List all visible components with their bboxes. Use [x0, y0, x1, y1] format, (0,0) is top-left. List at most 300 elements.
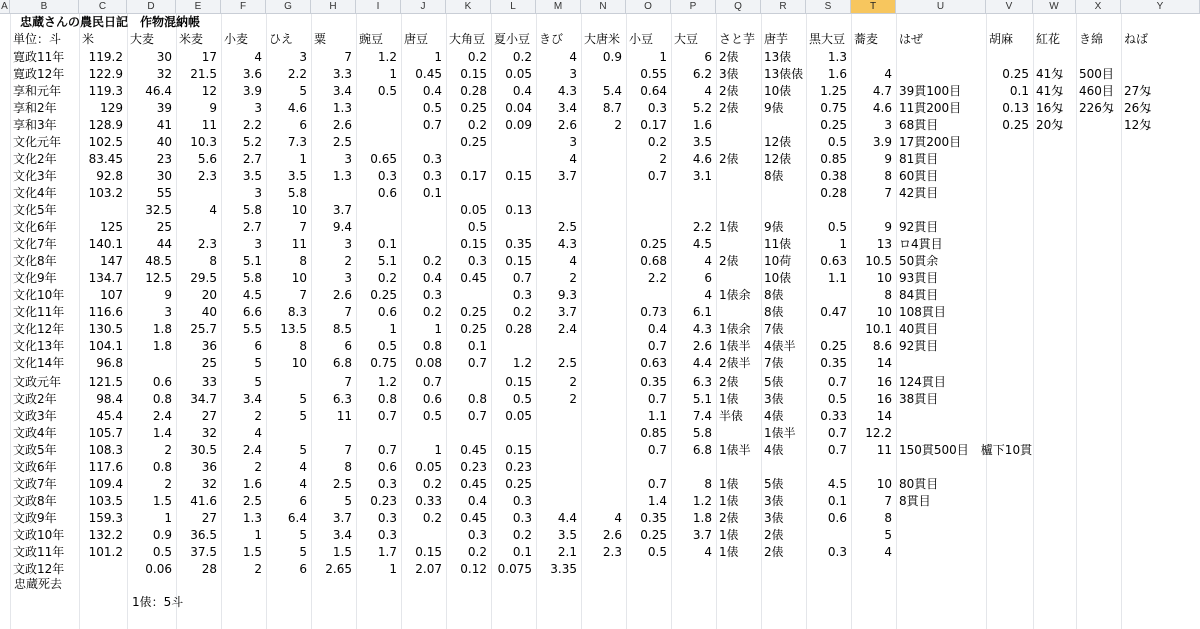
- table-cell[interactable]: 0.2: [422, 477, 442, 491]
- table-cell[interactable]: 0.6: [377, 186, 397, 200]
- table-cell[interactable]: 3: [344, 152, 352, 166]
- table-cell[interactable]: 3.4: [332, 528, 352, 542]
- table-cell[interactable]: 2.5: [332, 135, 352, 149]
- table-cell[interactable]: 8: [884, 511, 892, 525]
- table-cell[interactable]: 0.7: [827, 426, 847, 440]
- table-cell[interactable]: 33: [201, 375, 217, 389]
- table-cell[interactable]: 6: [299, 118, 307, 132]
- table-cell[interactable]: 8: [884, 288, 892, 302]
- table-cell[interactable]: 29.5: [190, 271, 217, 285]
- table-cell[interactable]: 1: [299, 152, 307, 166]
- header-cell[interactable]: 大唐米: [584, 32, 621, 46]
- table-cell[interactable]: 46.4: [145, 84, 172, 98]
- table-cell[interactable]: 12俵: [764, 152, 792, 166]
- table-cell[interactable]: 0.3: [422, 152, 442, 166]
- table-cell[interactable]: 2: [614, 118, 622, 132]
- column-header-w[interactable]: W: [1033, 0, 1076, 14]
- header-cell[interactable]: き綿: [1079, 32, 1104, 46]
- header-cell[interactable]: 小豆: [629, 32, 654, 46]
- table-cell[interactable]: 45.4: [96, 409, 123, 423]
- table-cell[interactable]: 3俵: [764, 511, 784, 525]
- table-cell[interactable]: 1俵余: [719, 322, 751, 336]
- table-cell[interactable]: 1: [839, 237, 847, 251]
- era-year-cell[interactable]: 文政9年: [13, 511, 57, 525]
- table-cell[interactable]: 10.3: [190, 135, 217, 149]
- table-cell[interactable]: 2俵: [719, 84, 739, 98]
- column-header-r[interactable]: R: [761, 0, 806, 14]
- table-cell[interactable]: 4.6: [872, 101, 892, 115]
- table-cell[interactable]: 11俵: [764, 237, 792, 251]
- table-cell[interactable]: 116.6: [88, 305, 123, 319]
- table-cell[interactable]: 2: [569, 392, 577, 406]
- table-cell[interactable]: 6: [299, 494, 307, 508]
- table-cell[interactable]: 1.3: [827, 50, 847, 64]
- table-cell[interactable]: 5: [254, 356, 262, 370]
- table-cell[interactable]: 92貫目: [899, 220, 939, 234]
- table-cell[interactable]: 0.05: [460, 203, 487, 217]
- table-cell[interactable]: 1.3: [332, 101, 352, 115]
- table-cell[interactable]: 0.3: [377, 528, 397, 542]
- table-cell[interactable]: 7: [344, 305, 352, 319]
- table-cell[interactable]: 0.3: [377, 511, 397, 525]
- era-year-cell[interactable]: 文化13年: [13, 339, 65, 353]
- era-year-cell[interactable]: 享和元年: [13, 84, 62, 98]
- table-cell[interactable]: 4.4: [557, 511, 577, 525]
- table-cell[interactable]: 0.7: [827, 443, 847, 457]
- table-cell[interactable]: 3.7: [332, 511, 352, 525]
- table-cell[interactable]: 7: [884, 494, 892, 508]
- table-cell[interactable]: 8.7: [602, 101, 622, 115]
- table-cell[interactable]: 1.1: [647, 409, 667, 423]
- table-cell[interactable]: 3: [254, 237, 262, 251]
- table-cell[interactable]: 10: [291, 203, 307, 217]
- column-header-v[interactable]: V: [986, 0, 1033, 14]
- table-cell[interactable]: 48.5: [145, 254, 172, 268]
- table-cell[interactable]: 2.3: [197, 169, 217, 183]
- table-cell[interactable]: 0.15: [415, 545, 442, 559]
- table-cell[interactable]: 1.6: [827, 67, 847, 81]
- table-cell[interactable]: 0.28: [505, 322, 532, 336]
- table-cell[interactable]: 39貫100目: [899, 84, 962, 98]
- table-cell[interactable]: 9: [164, 288, 172, 302]
- table-cell[interactable]: 0.3: [422, 169, 442, 183]
- column-header-d[interactable]: D: [127, 0, 176, 14]
- table-cell[interactable]: 7: [344, 375, 352, 389]
- table-cell[interactable]: 0.5: [467, 220, 487, 234]
- table-cell[interactable]: 12: [201, 84, 217, 98]
- table-cell[interactable]: 0.9: [602, 50, 622, 64]
- table-cell[interactable]: 0.6: [377, 305, 397, 319]
- table-cell[interactable]: 4.6: [287, 101, 307, 115]
- table-cell[interactable]: 0.2: [377, 271, 397, 285]
- table-cell[interactable]: 5.6: [197, 152, 217, 166]
- table-cell[interactable]: 13: [876, 237, 892, 251]
- table-cell[interactable]: 0.3: [512, 511, 532, 525]
- table-cell[interactable]: 1俵: [719, 528, 739, 542]
- table-cell[interactable]: 8.5: [332, 322, 352, 336]
- table-cell[interactable]: 0.45: [460, 477, 487, 491]
- table-cell[interactable]: 28: [201, 562, 217, 576]
- table-cell[interactable]: 0.2: [512, 305, 532, 319]
- table-cell[interactable]: 30.5: [190, 443, 217, 457]
- table-cell[interactable]: 1俵: [719, 545, 739, 559]
- table-cell[interactable]: 0.8: [377, 392, 397, 406]
- table-cell[interactable]: 0.15: [505, 169, 532, 183]
- table-cell[interactable]: 0.45: [415, 67, 442, 81]
- table-cell[interactable]: 26匁: [1124, 101, 1152, 115]
- table-cell[interactable]: 1: [434, 443, 442, 457]
- table-cell[interactable]: 55: [156, 186, 172, 200]
- table-cell[interactable]: 0.75: [820, 101, 847, 115]
- table-cell[interactable]: 38貫目: [899, 392, 939, 406]
- table-cell[interactable]: 5: [299, 443, 307, 457]
- table-cell[interactable]: 42貫目: [899, 186, 939, 200]
- table-cell[interactable]: 0.25: [370, 288, 397, 302]
- table-cell[interactable]: 10: [291, 271, 307, 285]
- table-cell[interactable]: 0.3: [647, 101, 667, 115]
- table-cell[interactable]: 1.8: [692, 511, 712, 525]
- table-cell[interactable]: 7: [344, 443, 352, 457]
- column-header-h[interactable]: H: [311, 0, 356, 14]
- table-cell[interactable]: 23: [156, 152, 172, 166]
- table-cell[interactable]: 8俵: [764, 305, 784, 319]
- header-cell[interactable]: 大角豆: [449, 32, 486, 46]
- table-cell[interactable]: 1俵: [719, 392, 739, 406]
- table-cell[interactable]: 2俵: [719, 511, 739, 525]
- table-cell[interactable]: 9.3: [557, 288, 577, 302]
- table-cell[interactable]: 0.25: [505, 477, 532, 491]
- table-cell[interactable]: 13俵俵: [764, 67, 804, 81]
- table-cell[interactable]: 7俵: [764, 356, 784, 370]
- era-year-cell[interactable]: 文化11年: [13, 305, 65, 319]
- table-cell[interactable]: 13俵: [764, 50, 792, 64]
- header-cell[interactable]: 大麦: [130, 32, 155, 46]
- era-year-cell[interactable]: 文政6年: [13, 460, 57, 474]
- table-cell[interactable]: 0.35: [505, 237, 532, 251]
- table-cell[interactable]: 12.5: [145, 271, 172, 285]
- table-cell[interactable]: 32: [156, 67, 172, 81]
- table-cell[interactable]: 0.33: [820, 409, 847, 423]
- table-cell[interactable]: 5.1: [377, 254, 397, 268]
- table-cell[interactable]: 147: [100, 254, 123, 268]
- table-cell[interactable]: 0.3: [512, 494, 532, 508]
- table-cell[interactable]: 0.2: [647, 135, 667, 149]
- table-cell[interactable]: 108貫目: [899, 305, 946, 319]
- table-cell[interactable]: 0.33: [415, 494, 442, 508]
- column-header-x[interactable]: X: [1076, 0, 1121, 14]
- table-cell[interactable]: 11貫200目: [899, 101, 962, 115]
- table-cell[interactable]: 4: [614, 511, 622, 525]
- table-cell[interactable]: 4: [254, 426, 262, 440]
- table-cell[interactable]: 5俵: [764, 375, 784, 389]
- table-cell[interactable]: 5.8: [242, 271, 262, 285]
- table-cell[interactable]: 6.8: [692, 443, 712, 457]
- table-cell[interactable]: 4.3: [692, 322, 712, 336]
- table-cell[interactable]: 8.6: [872, 339, 892, 353]
- table-cell[interactable]: 0.3: [422, 288, 442, 302]
- table-cell[interactable]: 8貫目: [899, 494, 931, 508]
- table-cell[interactable]: 半俵: [719, 409, 744, 423]
- era-year-cell[interactable]: 文政11年: [13, 545, 65, 559]
- table-cell[interactable]: 3.5: [242, 169, 262, 183]
- table-cell[interactable]: 16: [876, 392, 892, 406]
- table-cell[interactable]: 0.64: [640, 84, 667, 98]
- table-cell[interactable]: 9.4: [332, 220, 352, 234]
- table-cell[interactable]: 25.7: [190, 322, 217, 336]
- table-cell[interactable]: 7: [299, 220, 307, 234]
- era-year-cell[interactable]: 文政8年: [13, 494, 57, 508]
- table-cell[interactable]: 34.7: [190, 392, 217, 406]
- table-cell[interactable]: 3: [569, 67, 577, 81]
- table-cell[interactable]: 2俵: [764, 545, 784, 559]
- header-cell[interactable]: 唐芋: [764, 32, 789, 46]
- table-cell[interactable]: 4: [884, 67, 892, 81]
- era-year-cell[interactable]: 文化2年: [13, 152, 57, 166]
- table-cell[interactable]: 0.4: [422, 84, 442, 98]
- era-year-cell[interactable]: 文化9年: [13, 271, 57, 285]
- table-cell[interactable]: 3.5: [692, 135, 712, 149]
- header-cell[interactable]: はぜ: [899, 32, 924, 46]
- table-cell[interactable]: 3.7: [692, 528, 712, 542]
- table-cell[interactable]: 0.6: [377, 460, 397, 474]
- table-cell[interactable]: 4: [299, 477, 307, 491]
- table-cell[interactable]: 1: [254, 528, 262, 542]
- table-cell[interactable]: 2: [254, 460, 262, 474]
- table-cell[interactable]: 0.6: [422, 392, 442, 406]
- table-cell[interactable]: 0.1: [1009, 84, 1029, 98]
- table-cell[interactable]: 226匁: [1079, 101, 1114, 115]
- column-header-e[interactable]: E: [176, 0, 221, 14]
- table-cell[interactable]: 0.25: [640, 528, 667, 542]
- column-header-o[interactable]: O: [626, 0, 671, 14]
- era-year-cell[interactable]: 享和2年: [13, 101, 57, 115]
- table-cell[interactable]: 1.4: [152, 426, 172, 440]
- table-cell[interactable]: 6.1: [692, 305, 712, 319]
- table-cell[interactable]: 0.73: [640, 305, 667, 319]
- table-cell[interactable]: 119.2: [88, 50, 123, 64]
- table-cell[interactable]: 0.63: [640, 356, 667, 370]
- table-cell[interactable]: 0.2: [512, 528, 532, 542]
- table-cell[interactable]: 14: [876, 409, 892, 423]
- table-cell[interactable]: 0.13: [505, 203, 532, 217]
- table-cell[interactable]: 3: [569, 135, 577, 149]
- table-cell[interactable]: 0.25: [640, 237, 667, 251]
- table-cell[interactable]: 2: [569, 271, 577, 285]
- table-cell[interactable]: 6: [254, 339, 262, 353]
- table-cell[interactable]: 0.04: [505, 101, 532, 115]
- table-cell[interactable]: 2.5: [557, 356, 577, 370]
- table-cell[interactable]: 7.3: [287, 135, 307, 149]
- column-header-g[interactable]: G: [266, 0, 311, 14]
- table-cell[interactable]: 4: [569, 254, 577, 268]
- table-cell[interactable]: 0.1: [422, 186, 442, 200]
- table-cell[interactable]: 0.63: [820, 254, 847, 268]
- table-cell[interactable]: 11: [336, 409, 352, 423]
- table-cell[interactable]: 7.4: [692, 409, 712, 423]
- table-cell[interactable]: 5.1: [242, 254, 262, 268]
- table-cell[interactable]: 0.3: [512, 288, 532, 302]
- column-header-p[interactable]: P: [671, 0, 716, 14]
- table-cell[interactable]: 0.25: [460, 322, 487, 336]
- table-cell[interactable]: 0.2: [467, 545, 487, 559]
- table-cell[interactable]: 10俵: [764, 271, 792, 285]
- table-cell[interactable]: 2: [254, 409, 262, 423]
- table-cell[interactable]: 1俵: [719, 477, 739, 491]
- table-cell[interactable]: 0.5: [647, 545, 667, 559]
- table-cell[interactable]: 1俵半: [719, 443, 751, 457]
- column-header-m[interactable]: M: [536, 0, 581, 14]
- table-cell[interactable]: 0.5: [512, 392, 532, 406]
- table-cell[interactable]: 5.4: [602, 84, 622, 98]
- table-cell[interactable]: 5: [884, 528, 892, 542]
- table-cell[interactable]: 4: [704, 288, 712, 302]
- table-cell[interactable]: 68貫目: [899, 118, 939, 132]
- table-cell[interactable]: 10: [291, 356, 307, 370]
- table-cell[interactable]: 9俵: [764, 101, 784, 115]
- table-cell[interactable]: 3俵: [764, 494, 784, 508]
- table-cell[interactable]: 2俵半: [719, 356, 751, 370]
- table-cell[interactable]: 1: [164, 511, 172, 525]
- table-cell[interactable]: 128.9: [88, 118, 123, 132]
- table-cell[interactable]: 98.4: [96, 392, 123, 406]
- table-cell[interactable]: 1.7: [377, 545, 397, 559]
- table-cell[interactable]: 4.6: [692, 152, 712, 166]
- table-cell[interactable]: 41匁: [1036, 67, 1064, 81]
- table-cell[interactable]: 124貫目: [899, 375, 946, 389]
- table-cell[interactable]: 0.2: [467, 50, 487, 64]
- table-cell[interactable]: 1: [659, 50, 667, 64]
- table-cell[interactable]: 6.2: [692, 67, 712, 81]
- table-cell[interactable]: 108.3: [88, 443, 123, 457]
- era-year-cell[interactable]: 文政12年: [13, 562, 65, 576]
- table-cell[interactable]: 0.85: [640, 426, 667, 440]
- table-cell[interactable]: 21.5: [190, 67, 217, 81]
- table-cell[interactable]: 4.5: [242, 288, 262, 302]
- table-cell[interactable]: 6: [704, 50, 712, 64]
- death-note[interactable]: 忠蔵死去: [14, 577, 63, 591]
- table-cell[interactable]: 7: [884, 186, 892, 200]
- table-cell[interactable]: 1.2: [512, 356, 532, 370]
- table-cell[interactable]: 5: [299, 392, 307, 406]
- table-cell[interactable]: 3.9: [242, 84, 262, 98]
- table-cell[interactable]: 41匁: [1036, 84, 1064, 98]
- table-cell[interactable]: 10: [876, 477, 892, 491]
- table-cell[interactable]: 1俵半: [719, 339, 751, 353]
- table-cell[interactable]: 0.05: [415, 460, 442, 474]
- table-cell[interactable]: 3俵: [719, 67, 739, 81]
- table-cell[interactable]: 92貫目: [899, 339, 939, 353]
- table-cell[interactable]: 1: [434, 50, 442, 64]
- table-cell[interactable]: 3: [164, 305, 172, 319]
- table-cell[interactable]: 10荷: [764, 254, 792, 268]
- table-cell[interactable]: 0.5: [152, 545, 172, 559]
- table-cell[interactable]: 7: [299, 288, 307, 302]
- era-year-cell[interactable]: 文化元年: [13, 135, 62, 149]
- table-cell[interactable]: 37.5: [190, 545, 217, 559]
- table-cell[interactable]: 117.6: [88, 460, 123, 474]
- table-cell[interactable]: 40: [201, 305, 217, 319]
- table-cell[interactable]: 36: [201, 339, 217, 353]
- table-cell[interactable]: 3.1: [692, 169, 712, 183]
- table-cell[interactable]: 8: [209, 254, 217, 268]
- table-cell[interactable]: 0.6: [827, 511, 847, 525]
- table-cell[interactable]: 140.1: [88, 237, 123, 251]
- era-year-cell[interactable]: 文化7年: [13, 237, 57, 251]
- table-cell[interactable]: 32.5: [145, 203, 172, 217]
- table-cell[interactable]: 0.7: [647, 477, 667, 491]
- table-cell[interactable]: 2俵: [719, 50, 739, 64]
- header-cell[interactable]: 胡麻: [989, 32, 1014, 46]
- table-cell[interactable]: 1.2: [692, 494, 712, 508]
- table-cell[interactable]: 0.1: [512, 545, 532, 559]
- table-cell[interactable]: 10.5: [865, 254, 892, 268]
- table-cell[interactable]: 2: [659, 152, 667, 166]
- column-header-l[interactable]: L: [491, 0, 536, 14]
- table-cell[interactable]: 0.65: [370, 152, 397, 166]
- header-cell[interactable]: 米: [82, 32, 95, 46]
- table-cell[interactable]: 159.3: [88, 511, 123, 525]
- table-cell[interactable]: 0.85: [820, 152, 847, 166]
- table-cell[interactable]: 0.3: [467, 254, 487, 268]
- table-cell[interactable]: 0.25: [820, 339, 847, 353]
- table-cell[interactable]: 2.6: [332, 118, 352, 132]
- table-cell[interactable]: 4.4: [692, 356, 712, 370]
- table-cell[interactable]: 0.35: [640, 511, 667, 525]
- table-cell[interactable]: 0.5: [827, 220, 847, 234]
- table-cell[interactable]: 0.4: [647, 322, 667, 336]
- table-cell[interactable]: 0.2: [512, 50, 532, 64]
- era-year-cell[interactable]: 文政元年: [13, 375, 62, 389]
- era-year-cell[interactable]: 文化4年: [13, 186, 57, 200]
- table-cell[interactable]: 0.45: [460, 271, 487, 285]
- table-cell[interactable]: 41: [156, 118, 172, 132]
- table-cell[interactable]: 5: [299, 409, 307, 423]
- table-cell[interactable]: 11: [876, 443, 892, 457]
- table-cell[interactable]: 83.45: [88, 152, 123, 166]
- table-cell[interactable]: 0.25: [460, 135, 487, 149]
- table-cell[interactable]: 122.9: [88, 67, 123, 81]
- era-year-cell[interactable]: 享和3年: [13, 118, 57, 132]
- table-cell[interactable]: 0.5: [377, 84, 397, 98]
- table-cell[interactable]: 2: [164, 443, 172, 457]
- table-cell[interactable]: 5俵: [764, 477, 784, 491]
- table-cell[interactable]: 3.3: [332, 67, 352, 81]
- table-cell[interactable]: 1.6: [692, 118, 712, 132]
- table-cell[interactable]: 1: [389, 562, 397, 576]
- table-cell[interactable]: 11: [291, 237, 307, 251]
- era-year-cell[interactable]: 寛政11年: [13, 50, 65, 64]
- era-year-cell[interactable]: 文化10年: [13, 288, 65, 302]
- table-cell[interactable]: 0.13: [1002, 101, 1029, 115]
- table-cell[interactable]: 1: [389, 322, 397, 336]
- table-cell[interactable]: 32: [201, 477, 217, 491]
- table-cell[interactable]: 2.6: [692, 339, 712, 353]
- table-cell[interactable]: 0.7: [422, 118, 442, 132]
- table-cell[interactable]: 0.23: [505, 460, 532, 474]
- table-cell[interactable]: 39: [156, 101, 172, 115]
- table-cell[interactable]: 2.2: [647, 271, 667, 285]
- table-cell[interactable]: 40貫目: [899, 322, 939, 336]
- table-cell[interactable]: 0.15: [505, 375, 532, 389]
- table-cell[interactable]: 4俵半: [764, 339, 796, 353]
- table-cell[interactable]: 8: [299, 254, 307, 268]
- table-cell[interactable]: 103.2: [88, 186, 123, 200]
- table-cell[interactable]: 8.3: [287, 305, 307, 319]
- table-cell[interactable]: 1.5: [332, 545, 352, 559]
- table-cell[interactable]: 0.3: [467, 528, 487, 542]
- table-cell[interactable]: 1.2: [377, 375, 397, 389]
- table-cell[interactable]: 27: [201, 409, 217, 423]
